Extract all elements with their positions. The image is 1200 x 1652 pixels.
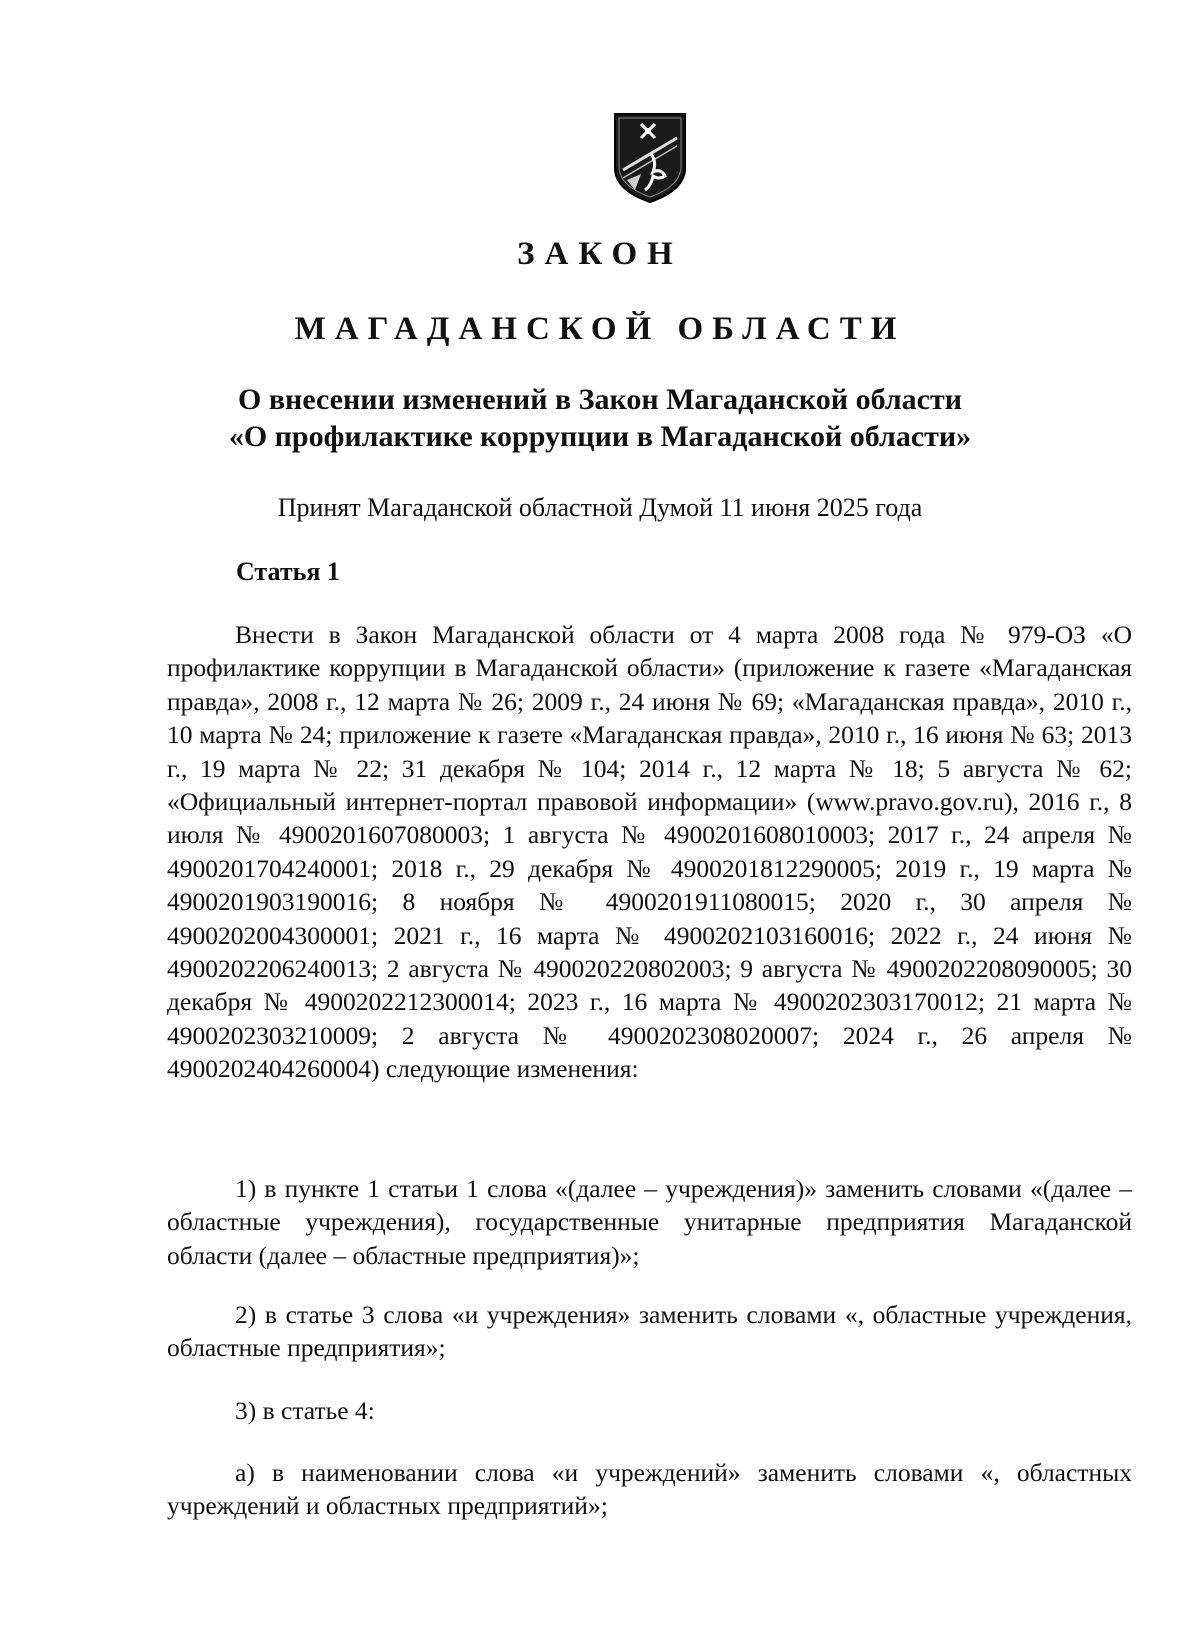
document-type-title: ЗАКОН xyxy=(517,236,683,272)
law-subtitle xyxy=(0,381,1200,455)
coat-of-arms-icon xyxy=(611,110,689,205)
amendment-item-3: 3) в статье 4: xyxy=(235,1396,375,1425)
article-paragraph: Внести в Закон Магаданской области от 4 марта 2008 года № 979-ОЗ «О профилактике коррупции в Магаданской области» (приложение к газете «Магаданская правда», 2008 г., 12 марта № 26; 2009 г., 24 июня № 69; «Магаданская правда», 2010 г., 10 марта № 24; приложение к газете «Магаданская правда», 2010 г., 16 июня № 63; 2013 г., 19 марта № 22; 31 декабря № 104; 2014 г., 12 марта № 18; 5 августа № 62; «Официальный интернет-портал правовой информации» (www.pravo.gov.ru), 2016 г., 8 июля № 4900201607080003; 1 августа № 4900201608010003; 2017 г., 24 апреля № 4900201704240001; 2018 г., 29 декабря № 4900201812290005; 2019 г., 19 марта № 4900201903190016; 8 ноября № 4900201911080015; 2020 г., 30 апреля № 4900202004300001; 2021 г., 16 марта № 4900202103160016; 2022 г., 24 июня № 4900202206240013; 2 августа № 490020220802003; 9 августа № 4900202208090005; 30 декабря № 4900202212300014; 2023 г., 16 марта № 4900202303170012; 21 марта № 4900202303210009; 2 августа № 4900202308020007; 2024 г., 26 апреля № 4900202404260004) следующие изменения: xyxy=(167,620,1132,1084)
amendment-item-2: 2) в статье 3 слова «и учреждения» заменить словами «, областные учреждения, областные предприятия»; xyxy=(167,1300,1132,1363)
amendment-item-3a: а) в наименовании слова «и учреждений» заменить словами «, областных учреждений и областных предприятий»; xyxy=(167,1458,1132,1521)
adoption-note: Принят Магаданской областной Думой 11 июня 2025 года xyxy=(277,493,923,522)
article-heading: Статья 1 xyxy=(236,557,340,586)
amendment-item-1: 1) в пункте 1 статьи 1 слова «(далее – учреждения)» заменить словами «(далее – областные учреждения), государственные унитарные предприятия Магаданской области (далее – областные предприятия)»; xyxy=(167,1174,1132,1270)
subtitle-line-1: О внесении изменений в Закон Магаданской области xyxy=(238,383,962,416)
subtitle-line-2: «О профилактике коррупции в Магаданской области» xyxy=(228,420,972,453)
region-title: МАГАДАНСКОЙ ОБЛАСТИ xyxy=(294,311,906,347)
